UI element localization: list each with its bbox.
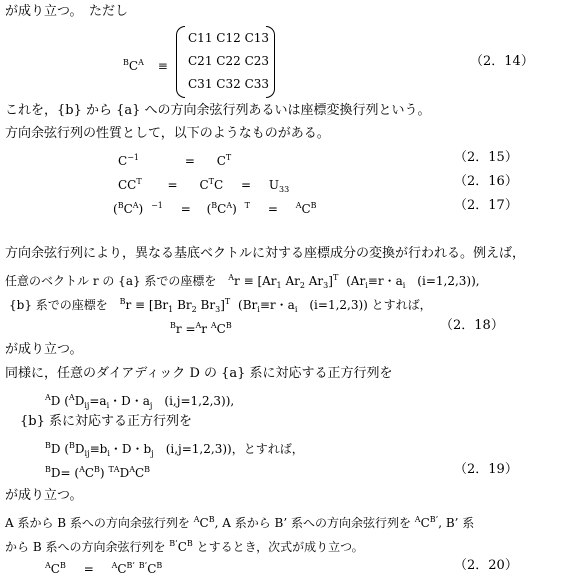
eq-number-2-15: （2．15） [454, 150, 518, 165]
paragraph-composition-2: から B 系への方向余弦行列を $^{B’}C^B$ とするとき，次式が成り立つ。 [5, 539, 364, 554]
eq-number-2-17: （2．17） [454, 198, 518, 213]
paragraph-dyadic: 同様に，任意のダイアディック D の {a} 系に対応する正方行列を [5, 366, 393, 381]
eq-2-17: $(^BC^A) ^{-1} = (^BC^A) ^T = ^AC^B$ [113, 201, 317, 216]
eq-number-2-19: （2．19） [454, 462, 518, 477]
eq-2-16: $CC^T = C^TC = U_{33}$ [118, 177, 290, 194]
matrix-row-1: C11 C12 C13 [188, 31, 270, 45]
eq-dyadic-b: $^B$D ($^BD_{ij}\equiv b_i$・D・$b_j$ (i,j=1,2,3))，とすれば， [45, 441, 304, 458]
eq-2-18: $^B$r =$^A$r $^AC^B$ [170, 321, 232, 336]
paragraph-b-matrix: {b} 系に対応する正方行列を [20, 414, 192, 429]
paragraph-composition-1: A 系から B 系への方向余弦行列を $^AC^B$, A 系から B’ 系への方向余弦行列を $^AC^{B’}$, B’ 系 [5, 515, 475, 530]
eq-2-20: $^AC^B = ^AC^{B’}$ $^{B’}C^B$ [45, 561, 163, 576]
matrix-left-bracket [176, 26, 185, 98]
paragraph-definition: これを，{b} から {a} への方向余弦行列あるいは座標変換行列という。 [5, 103, 431, 118]
paragraph-holds-1: が成り立つ。 [5, 342, 83, 357]
matrix-row-2: C21 C22 C23 [188, 54, 270, 68]
eq-number-2-20: （2．20） [454, 558, 518, 573]
paragraph-vector-a: 任意のベクトル r の {a} 系での座標を $^Ar \equiv [Ar_1$ $Ar_2$ $Ar_3]^T$ ($Ar_i\equiv r$・$a_i$ (i=1,2,3)), [5, 273, 480, 290]
paragraph-intro: が成り立つ。 ただし [5, 4, 128, 19]
paragraph-properties: 方向余弦行列の性質として，以下のようなものがある。 [5, 126, 330, 141]
eq-2-19: $^BD= (^AC^B)$ $^{TA}D^AC^B$ [45, 465, 151, 480]
matrix-row-3: C31 C32 C33 [188, 77, 270, 91]
paragraph-holds-2: が成り立つ。 [5, 488, 83, 503]
eq-dyadic-a: $^A$D ($^AD_{ij}=a_i$・D・$a_j$ (i,j=1,2,3)), [45, 393, 235, 410]
paragraph-transform: 方向余弦行列により，異なる基底ベクトルに対する座標成分の変換が行われる。例えば， [5, 246, 526, 261]
eq-number-2-16: （2．16） [454, 174, 518, 189]
eq-number-2-14: （2．14） [470, 54, 534, 69]
eq-2-15: $C^{-1} = C^T$ [118, 153, 232, 168]
eq-2-14-lhs: $^BC^A$ ≡ [123, 58, 168, 73]
paragraph-vector-b: {b} 系での座標を $^Br \equiv [Br_1$ $Br_2$ $Br_3]^T$ ($Br_i\equiv r$・$a_i$ (i=1,2,3)) とすれば， [9, 297, 432, 314]
eq-number-2-18: （2．18） [440, 318, 504, 333]
